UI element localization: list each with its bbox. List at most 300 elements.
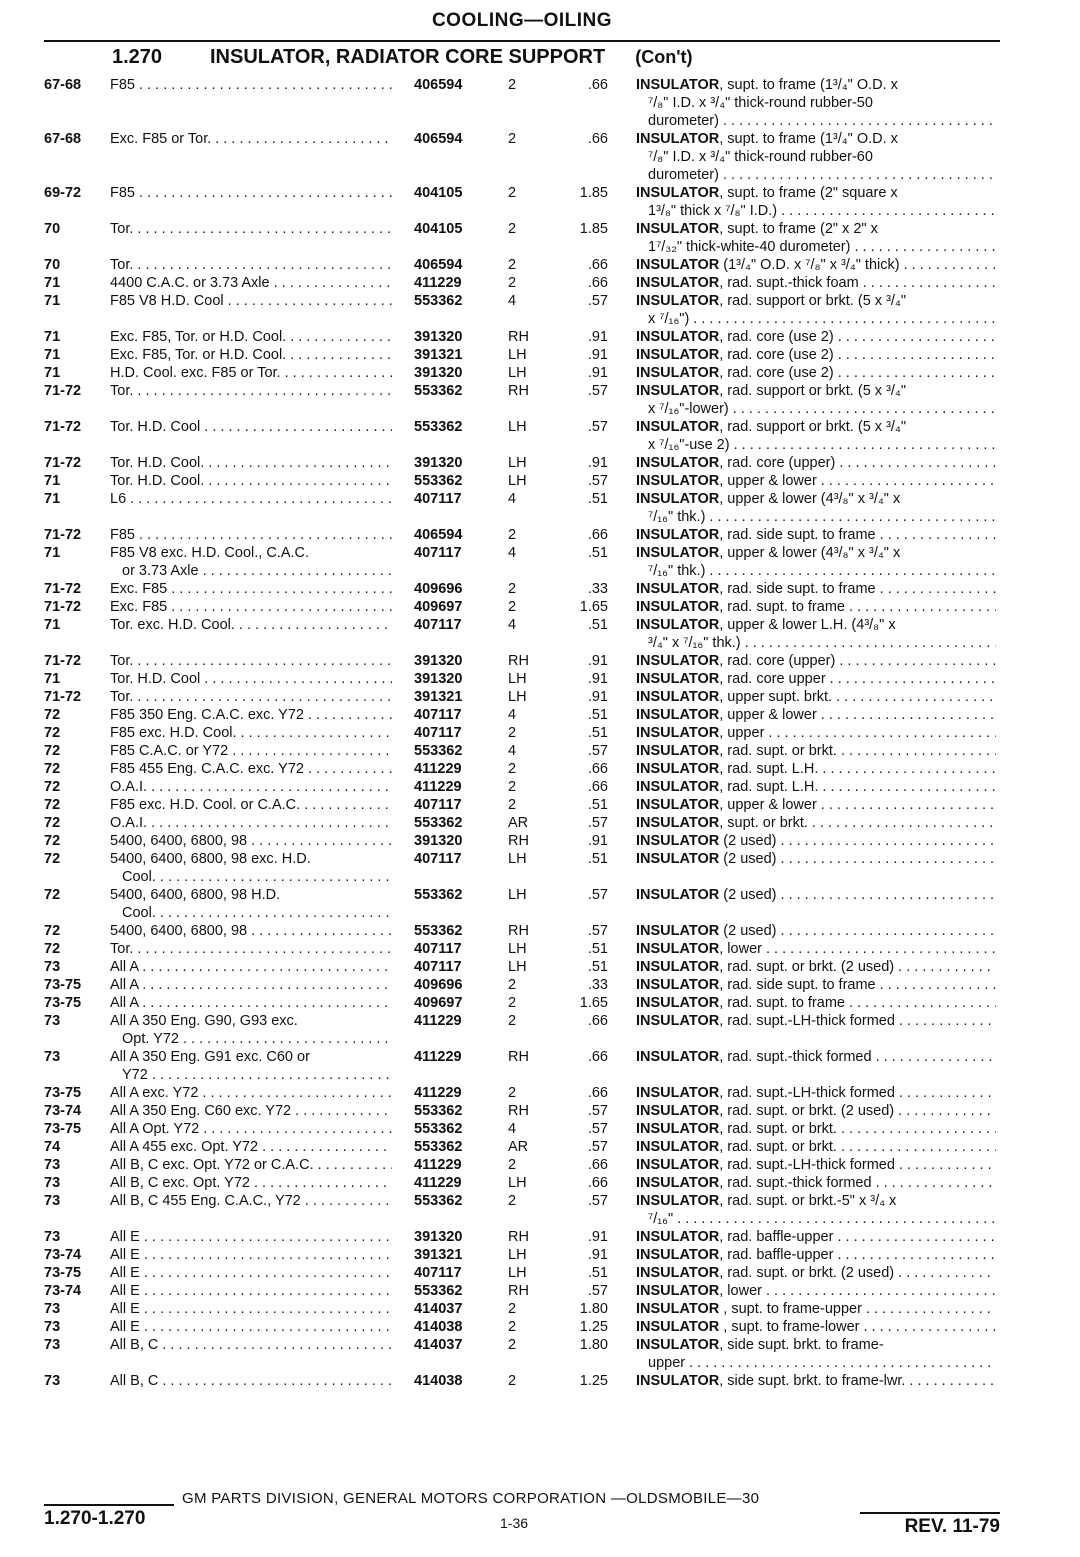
description-text: , upper xyxy=(719,725,765,741)
group-number: 1.270 xyxy=(112,46,163,68)
part-number: 391321 xyxy=(414,1247,463,1263)
application xyxy=(106,1318,392,1336)
description-keyword: INSULATOR xyxy=(636,275,720,291)
application xyxy=(106,346,392,364)
description-keyword: INSULATOR xyxy=(636,1319,720,1335)
description-text: (2 used) xyxy=(719,851,777,867)
price: .57 xyxy=(587,1121,608,1137)
part-number: 553362 xyxy=(414,743,463,759)
model-year: 71-72 xyxy=(44,599,82,615)
parts-row xyxy=(44,652,1000,670)
model-year: 73-75 xyxy=(44,995,82,1011)
application-line: F85 . . . xyxy=(110,526,392,544)
application-line: F85 . . . xyxy=(110,76,392,94)
part-number: 391320 xyxy=(414,455,463,471)
quantity: LH xyxy=(508,455,527,471)
description-text: , supt. or brkt. xyxy=(719,815,808,831)
description xyxy=(608,1372,996,1390)
description-text: , rad. supt. to frame xyxy=(719,599,845,615)
description xyxy=(608,652,996,670)
description xyxy=(608,760,996,778)
quantity: LH xyxy=(508,365,527,381)
model-year: 72 xyxy=(44,779,61,795)
application xyxy=(106,526,392,544)
model-year: 73-74 xyxy=(44,1247,82,1263)
quantity: LH xyxy=(508,959,527,975)
description xyxy=(608,688,996,706)
application xyxy=(106,958,392,976)
part-number: 411229 xyxy=(414,1049,462,1065)
description xyxy=(608,1174,996,1192)
application-line: All B, C 455 Eng. C.A.C., Y72 . . . xyxy=(110,1192,392,1210)
quantity: 2 xyxy=(508,1337,517,1353)
description-line xyxy=(636,436,996,454)
description-line xyxy=(636,778,996,796)
description-line xyxy=(636,256,996,274)
price: .57 xyxy=(587,887,608,903)
application xyxy=(106,994,392,1012)
application-line: Exc. F85 . . . xyxy=(110,598,392,616)
description xyxy=(608,526,996,544)
application xyxy=(106,832,392,850)
parts-row xyxy=(44,1156,1000,1174)
description-keyword: INSULATOR xyxy=(636,707,720,723)
description-keyword: INSULATOR xyxy=(636,1301,720,1317)
description xyxy=(608,1246,996,1264)
description xyxy=(608,1048,996,1066)
price: .33 xyxy=(587,581,608,597)
description-text: , side supt. brkt. to frame- xyxy=(719,1337,884,1353)
description-line xyxy=(636,1084,996,1102)
description-text: , rad. supt.-LH-thick formed xyxy=(719,1157,895,1173)
description-keyword: INSULATOR xyxy=(636,383,720,399)
description xyxy=(608,1264,996,1282)
part-number: 553362 xyxy=(414,473,463,489)
footer-group-range: 1.270-1.270 xyxy=(44,1504,174,1530)
description-keyword: INSULATOR xyxy=(636,617,720,633)
price: .66 xyxy=(587,779,608,795)
price: .57 xyxy=(587,923,608,939)
description xyxy=(608,598,996,616)
application xyxy=(106,1012,392,1048)
application-line: F85 V8 H.D. Cool . . . xyxy=(110,292,392,310)
price: 1.25 xyxy=(579,1373,608,1389)
application-line: All E . . . xyxy=(110,1318,392,1336)
application-line: O.A.I. . . . xyxy=(110,778,392,796)
description-text: , rad. core (upper) xyxy=(719,455,836,471)
application xyxy=(106,706,392,724)
description-text: , lower xyxy=(719,1283,762,1299)
parts-row xyxy=(44,742,1000,760)
parts-row xyxy=(44,796,1000,814)
description xyxy=(608,1318,996,1336)
price: 1.65 xyxy=(579,599,608,615)
parts-row xyxy=(44,184,1000,220)
quantity: LH xyxy=(508,1175,527,1191)
description xyxy=(608,292,996,328)
quantity: RH xyxy=(508,1049,529,1065)
parts-list xyxy=(44,76,1000,1390)
description-text: ⁷/₁₆" xyxy=(648,1211,674,1227)
description-line xyxy=(636,310,996,328)
quantity: LH xyxy=(508,1265,527,1281)
description-line xyxy=(636,148,996,166)
application xyxy=(106,454,392,472)
application xyxy=(106,76,392,94)
model-year: 71 xyxy=(44,491,61,507)
price: .66 xyxy=(587,1157,608,1173)
description-keyword: INSULATOR xyxy=(636,725,720,741)
price: .91 xyxy=(587,1229,608,1245)
parts-row xyxy=(44,1048,1000,1084)
application xyxy=(106,1192,392,1210)
description-keyword: INSULATOR xyxy=(636,653,720,669)
parts-row xyxy=(44,616,1000,652)
parts-row xyxy=(44,940,1000,958)
model-year: 74 xyxy=(44,1139,61,1155)
description-line xyxy=(636,688,996,706)
price: .57 xyxy=(587,743,608,759)
model-year: 72 xyxy=(44,743,61,759)
description-line xyxy=(636,490,996,508)
parts-row xyxy=(44,1246,1000,1264)
description-line xyxy=(636,940,996,958)
description-line xyxy=(636,544,996,562)
model-year: 73 xyxy=(44,1337,61,1353)
model-year: 71 xyxy=(44,347,61,363)
part-number: 407117 xyxy=(414,545,462,561)
description-keyword: INSULATOR xyxy=(636,1247,720,1263)
description-line xyxy=(636,1210,996,1228)
quantity: 2 xyxy=(508,779,517,795)
description xyxy=(608,382,996,418)
parts-row xyxy=(44,418,1000,454)
model-year: 73 xyxy=(44,1319,61,1335)
part-number: 391320 xyxy=(414,329,463,345)
application-line: O.A.I. . . . xyxy=(110,814,392,832)
description-line xyxy=(636,418,996,436)
description-keyword: INSULATOR xyxy=(636,419,720,435)
description-keyword: INSULATOR xyxy=(636,689,720,705)
description-text: , upper & lower xyxy=(719,473,817,489)
application-line: All E . . . xyxy=(110,1300,392,1318)
description-text: , rad. baffle-upper xyxy=(719,1229,834,1245)
application-line: All A . . . xyxy=(110,958,392,976)
description xyxy=(608,1192,996,1228)
application-line: 5400, 6400, 6800, 98 . . . xyxy=(110,832,392,850)
application xyxy=(106,1048,392,1084)
description xyxy=(608,814,996,832)
quantity: LH xyxy=(508,851,527,867)
application-line: Tor. H.D. Cool . . . xyxy=(110,418,392,436)
description-line xyxy=(636,382,996,400)
application xyxy=(106,976,392,994)
part-number: 553362 xyxy=(414,923,463,939)
description-line xyxy=(636,112,996,130)
part-number: 407117 xyxy=(414,851,462,867)
model-year: 72 xyxy=(44,887,61,903)
description-text: , rad. core (use 2) xyxy=(719,347,834,363)
description xyxy=(608,220,996,256)
part-number: 553362 xyxy=(414,887,463,903)
description-text: , supt. to frame-lower xyxy=(719,1319,860,1335)
description-keyword: INSULATOR xyxy=(636,1265,720,1281)
description xyxy=(608,364,996,382)
description-text: , rad. side supt. to frame xyxy=(719,527,876,543)
model-year: 71-72 xyxy=(44,527,82,543)
description-line xyxy=(636,1228,996,1246)
quantity: LH xyxy=(508,419,527,435)
part-number: 553362 xyxy=(414,293,463,309)
description-line xyxy=(636,760,996,778)
application xyxy=(106,580,392,598)
description xyxy=(608,418,996,454)
description-text: , rad. side supt. to frame xyxy=(719,581,876,597)
quantity: RH xyxy=(508,383,529,399)
application-line: Y72 . . . xyxy=(110,1066,392,1084)
part-number: 553362 xyxy=(414,383,463,399)
price: .91 xyxy=(587,671,608,687)
description-text: , rad. support or brkt. (5 x ³/₄" xyxy=(719,383,906,399)
application xyxy=(106,850,392,886)
parts-row xyxy=(44,832,1000,850)
part-number: 414038 xyxy=(414,1319,463,1335)
description-line xyxy=(636,1012,996,1030)
quantity: 2 xyxy=(508,1013,517,1029)
description xyxy=(608,1336,996,1372)
description-text: , rad. supt. or brkt. (2 used) xyxy=(719,1265,895,1281)
description-line xyxy=(636,1300,996,1318)
description-line xyxy=(636,1192,996,1210)
part-number: 553362 xyxy=(414,1193,463,1209)
part-number: 407117 xyxy=(414,617,462,633)
parts-row xyxy=(44,1228,1000,1246)
model-year: 73 xyxy=(44,1175,61,1191)
description-keyword: INSULATOR xyxy=(636,887,720,903)
application xyxy=(106,652,392,670)
description-line xyxy=(636,832,996,850)
description-text: 1³/₈" thick x ⁷/₈" I.D.) xyxy=(648,203,778,219)
application xyxy=(106,1372,392,1390)
price: 1.25 xyxy=(579,1319,608,1335)
price: .66 xyxy=(587,1085,608,1101)
price: .57 xyxy=(587,1283,608,1299)
application-line: 5400, 6400, 6800, 98 . . . xyxy=(110,922,392,940)
description-keyword: INSULATOR xyxy=(636,1283,720,1299)
description xyxy=(608,76,996,130)
description xyxy=(608,778,996,796)
price: .51 xyxy=(587,545,608,561)
application-line: All A Opt. Y72 . . . xyxy=(110,1120,392,1138)
description-keyword: INSULATOR xyxy=(636,221,720,237)
application xyxy=(106,742,392,760)
description-text: , rad. supt. or brkt. xyxy=(719,1139,837,1155)
description-line xyxy=(636,292,996,310)
model-year: 71-72 xyxy=(44,653,82,669)
description-line xyxy=(636,580,996,598)
description-keyword: INSULATOR xyxy=(636,1085,720,1101)
application xyxy=(106,814,392,832)
part-number: 411229 xyxy=(414,1157,462,1173)
description-line xyxy=(636,220,996,238)
description-line xyxy=(636,922,996,940)
part-number: 411229 xyxy=(414,761,462,777)
description-text: , rad. core (use 2) xyxy=(719,365,834,381)
application-line: Tor. . . . xyxy=(110,382,392,400)
description xyxy=(608,976,996,994)
description-line xyxy=(636,94,996,112)
description xyxy=(608,1120,996,1138)
description-text: , supt. to frame-upper xyxy=(719,1301,862,1317)
description-line xyxy=(636,364,996,382)
application xyxy=(106,688,392,706)
description xyxy=(608,616,996,652)
parts-row xyxy=(44,220,1000,256)
part-number: 411229 xyxy=(414,275,462,291)
footer-page-number: 1-36 xyxy=(500,1515,529,1531)
description xyxy=(608,994,996,1012)
description-line xyxy=(636,1318,996,1336)
application xyxy=(106,184,392,202)
model-year: 73 xyxy=(44,1373,61,1389)
application-line: 5400, 6400, 6800, 98 exc. H.D. xyxy=(110,851,311,867)
description xyxy=(608,580,996,598)
description xyxy=(608,1012,996,1030)
model-year: 73 xyxy=(44,1301,61,1317)
price: .51 xyxy=(587,959,608,975)
price: .91 xyxy=(587,365,608,381)
part-number: 407117 xyxy=(414,707,462,723)
description-text: , rad. support or brkt. (5 x ³/₄" xyxy=(719,419,906,435)
description xyxy=(608,454,996,472)
price: .66 xyxy=(587,1175,608,1191)
application-line: All A 455 exc. Opt. Y72 . . . xyxy=(110,1138,392,1156)
model-year: 72 xyxy=(44,761,61,777)
application-line: Tor. . . . xyxy=(110,652,392,670)
part-number: 406594 xyxy=(414,527,463,543)
parts-row xyxy=(44,274,1000,292)
application xyxy=(106,1102,392,1120)
part-number: 411229 xyxy=(414,1013,462,1029)
parts-row xyxy=(44,1264,1000,1282)
part-number: 407117 xyxy=(414,797,462,813)
parts-row xyxy=(44,256,1000,274)
parts-row xyxy=(44,670,1000,688)
part-number: 407117 xyxy=(414,959,462,975)
model-year: 73-74 xyxy=(44,1103,82,1119)
description xyxy=(608,886,996,904)
quantity: LH xyxy=(508,689,527,705)
description-text: , rad. baffle-upper xyxy=(719,1247,834,1263)
description-line xyxy=(636,616,996,634)
description-keyword: INSULATOR xyxy=(636,329,720,345)
description-line xyxy=(636,814,996,832)
description xyxy=(608,922,996,940)
quantity: LH xyxy=(508,887,527,903)
description-line xyxy=(636,1156,996,1174)
price: .66 xyxy=(587,77,608,93)
application-line: All E . . . xyxy=(110,1246,392,1264)
parts-row xyxy=(44,1138,1000,1156)
part-number: 404105 xyxy=(414,221,463,237)
application-line: Exc. F85, Tor. or H.D. Cool. . . . xyxy=(110,328,392,346)
description-text: , lower xyxy=(719,941,762,957)
description-text: durometer) xyxy=(648,167,719,183)
description-text: , supt. to frame (2" square x xyxy=(719,185,898,201)
application-line: All B, C . . . xyxy=(110,1372,392,1390)
description xyxy=(608,1084,996,1102)
model-year: 71-72 xyxy=(44,419,82,435)
description-text: , supt. to frame (1³/₄" O.D. x xyxy=(719,77,898,93)
parts-row xyxy=(44,580,1000,598)
description-line xyxy=(636,346,996,364)
description-keyword: INSULATOR xyxy=(636,257,720,273)
price: .91 xyxy=(587,347,608,363)
description-text: , rad. supt.-thick formed xyxy=(719,1175,872,1191)
description-line xyxy=(636,796,996,814)
quantity: AR xyxy=(508,1139,529,1155)
application-line: Exc. F85 . . . xyxy=(110,580,392,598)
application xyxy=(106,1156,392,1174)
description-keyword: INSULATOR xyxy=(636,671,720,687)
description-line xyxy=(636,994,996,1012)
description-keyword: INSULATOR xyxy=(636,833,720,849)
price: .57 xyxy=(587,293,608,309)
application xyxy=(106,1264,392,1282)
description-text: , upper supt. brkt. xyxy=(719,689,833,705)
part-number: 409696 xyxy=(414,977,463,993)
description-text: , rad. supt. or brkt.-5" x ³/₄ x xyxy=(719,1193,897,1209)
quantity: 2 xyxy=(508,1301,517,1317)
description-text: , rad. supt.-thick formed xyxy=(719,1049,872,1065)
model-year: 72 xyxy=(44,851,61,867)
application-line: Opt. Y72 . . . xyxy=(110,1030,392,1048)
model-year: 73 xyxy=(44,1157,61,1173)
description-keyword: INSULATOR xyxy=(636,131,720,147)
parts-row xyxy=(44,976,1000,994)
quantity: 2 xyxy=(508,581,517,597)
application xyxy=(106,472,392,490)
description-line xyxy=(636,508,996,526)
model-year: 72 xyxy=(44,941,61,957)
application xyxy=(106,1246,392,1264)
description-text: , rad. supt.-LH-thick formed xyxy=(719,1013,895,1029)
part-number: 553362 xyxy=(414,815,463,831)
model-year: 71 xyxy=(44,473,61,489)
description-keyword: INSULATOR xyxy=(636,1103,720,1119)
description xyxy=(608,832,996,850)
application xyxy=(106,760,392,778)
application xyxy=(106,220,392,238)
parts-row xyxy=(44,526,1000,544)
part-number: 409697 xyxy=(414,599,463,615)
quantity: 4 xyxy=(508,743,517,759)
description-keyword: INSULATOR xyxy=(636,581,720,597)
application xyxy=(106,886,392,922)
part-number: 407117 xyxy=(414,491,462,507)
parts-row xyxy=(44,958,1000,976)
application-line: All A . . . xyxy=(110,994,392,1012)
application-line: Cool. . . . xyxy=(110,904,392,922)
application xyxy=(106,1084,392,1102)
description-line xyxy=(636,1336,996,1354)
description-text: ⁷/₈" I.D. x ³/₄" thick-round rubber-60 xyxy=(648,149,873,165)
quantity: 2 xyxy=(508,131,517,147)
parts-row xyxy=(44,598,1000,616)
description-line xyxy=(636,724,996,742)
description xyxy=(608,1228,996,1246)
application xyxy=(106,724,392,742)
